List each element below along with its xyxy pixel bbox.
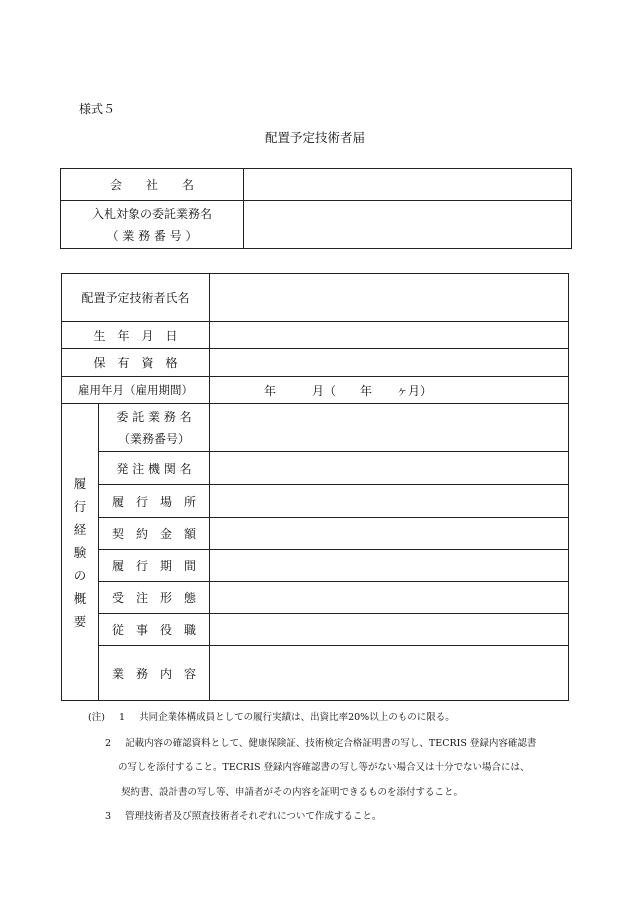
engineer-name-label: 配置予定技術者氏名 xyxy=(62,274,210,322)
experience-char: 験 xyxy=(73,544,87,560)
work-period-label: 履 行 期 間 xyxy=(99,550,210,582)
note-2-number: 2 xyxy=(105,738,112,749)
employment-label: 雇用年月（雇用期間） xyxy=(62,377,210,404)
experience-char: の xyxy=(73,567,87,583)
engineer-table xyxy=(61,273,569,701)
contract-name-field[interactable] xyxy=(210,404,569,452)
note-2-line-2: の写しを添付すること。TECRIS 登録内容確認書の写し等がない場合又は十分でない場合には、 xyxy=(118,762,530,773)
position-label: 従 事 役 職 xyxy=(99,614,210,646)
company-name-field[interactable] xyxy=(244,169,572,201)
work-location-label: 履 行 場 所 xyxy=(99,485,210,518)
note-prefix: (注) xyxy=(88,712,105,723)
company-name-label: 会 社 名 xyxy=(61,169,244,201)
experience-summary-label xyxy=(62,404,99,701)
contract-name-label-cell xyxy=(99,404,210,452)
experience-char: 概 xyxy=(73,590,87,606)
birthdate-field[interactable] xyxy=(210,322,569,349)
work-location-field[interactable] xyxy=(210,485,569,518)
page-title: 配置予定技術者届 xyxy=(264,130,365,145)
employment-value: 年 月（ 年 ヶ月） xyxy=(264,383,433,398)
project-name-label-cell xyxy=(61,201,244,249)
note-3-number: 3 xyxy=(105,811,112,822)
project-number-label: （ 業 務 番 号 ） xyxy=(106,228,198,243)
note-3-text: 管理技術者及び照査技術者それぞれについて作成すること。 xyxy=(125,811,382,822)
ordering-agency-label: 発 注 機 関 名 xyxy=(99,452,210,485)
position-field[interactable] xyxy=(210,614,569,646)
contract-number-label: （業務番号） xyxy=(118,431,191,446)
ordering-agency-field[interactable] xyxy=(210,452,569,485)
project-name-field[interactable] xyxy=(244,201,572,249)
experience-char: 経 xyxy=(73,521,87,537)
project-name-label: 入札対象の委託業務名 xyxy=(91,206,212,221)
applicant-table xyxy=(60,168,572,249)
note-1-number: 1 xyxy=(118,712,126,723)
work-content-label: 業 務 内 容 xyxy=(99,646,210,701)
note-1 xyxy=(88,713,455,723)
note-2-line-1: 記載内容の確認資料として、健康保険証、技術検定合格証明書の写し、TECRIS 登録内容確認書 xyxy=(125,738,537,749)
birthdate-label: 生 年 月 日 xyxy=(62,322,210,349)
contract-amount-field[interactable] xyxy=(210,518,569,550)
engineer-name-field[interactable] xyxy=(210,274,569,322)
experience-char: 行 xyxy=(73,498,87,514)
contract-form-label: 受 注 形 態 xyxy=(99,582,210,614)
qualification-field[interactable] xyxy=(210,349,569,377)
work-period-field[interactable] xyxy=(210,550,569,582)
form-number: 様式５ xyxy=(79,102,116,116)
note-1-text: 共同企業体構成員としての履行実績は、出資比率20%以上のものに限る。 xyxy=(139,712,455,723)
work-content-field[interactable] xyxy=(210,646,569,701)
note-3 xyxy=(105,812,381,822)
note-2 xyxy=(105,739,536,749)
employment-field[interactable] xyxy=(210,377,569,404)
experience-char: 履 xyxy=(73,475,87,491)
experience-char: 要 xyxy=(73,613,87,629)
contract-name-label: 委 託 業 務 名 xyxy=(116,409,192,424)
note-2-line-3: 契約書、設計書の写し等、申請者がその内容を証明できるものを添付すること。 xyxy=(121,787,464,798)
qualification-label: 保 有 資 格 xyxy=(62,349,210,377)
contract-amount-label: 契 約 金 額 xyxy=(99,518,210,550)
contract-form-field[interactable] xyxy=(210,582,569,614)
